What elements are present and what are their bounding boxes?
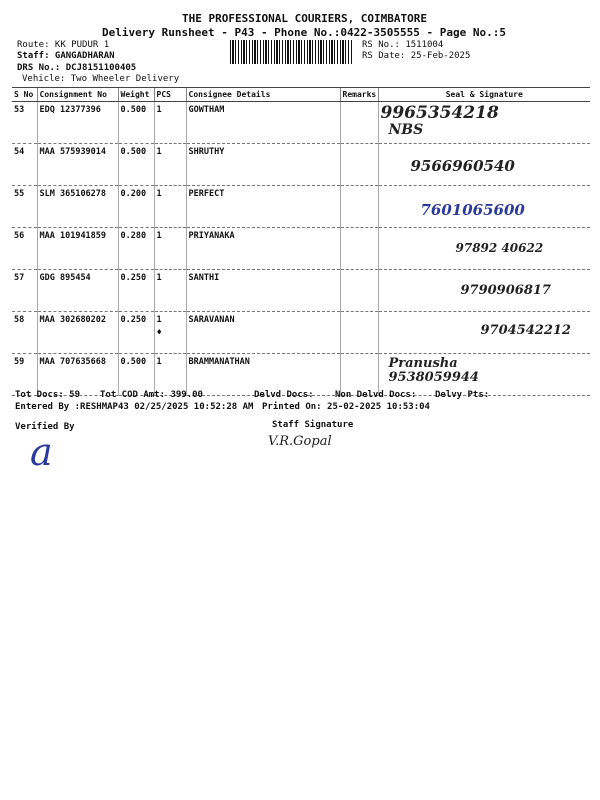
table-row xyxy=(12,270,590,312)
cell-sno: 54 xyxy=(12,144,37,186)
rs-number: RS No.: 1511004 xyxy=(362,40,444,50)
cell-pcs: 1 xyxy=(154,102,186,144)
cell-consignee: GOWTHAM xyxy=(186,102,340,144)
handwritten-phone: 9704542212 xyxy=(480,323,571,338)
col-signature: Seal & Signature xyxy=(378,88,590,102)
cell-pcs: 1 xyxy=(154,228,186,270)
handwritten-phone: 9538059944 xyxy=(388,370,479,385)
cell-consignment: SLM 365106278 xyxy=(37,186,118,228)
cell-weight: 0.280 xyxy=(118,228,154,270)
table-header-row xyxy=(12,88,590,102)
cell-consignee: PERFECT xyxy=(186,186,340,228)
cell-remarks xyxy=(340,312,378,354)
handwritten-signature: NBS xyxy=(388,122,424,138)
cell-consignment: MAA 101941859 xyxy=(37,228,118,270)
cell-signature xyxy=(378,144,590,186)
cell-consignment: MAA 575939014 xyxy=(37,144,118,186)
verified-by-label: Verified By xyxy=(15,422,75,432)
cell-remarks xyxy=(340,144,378,186)
cell-pcs: 1 xyxy=(154,144,186,186)
cell-pcs: 1 xyxy=(154,270,186,312)
handwritten-phone: 9790906817 xyxy=(460,283,551,298)
cell-consignee: SANTHI xyxy=(186,270,340,312)
printed-on: Printed On: 25-02-2025 10:53:04 xyxy=(262,402,430,412)
col-consignee: Consignee Details xyxy=(186,88,340,102)
handwritten-phone: 9965354218 xyxy=(380,103,499,123)
cell-remarks xyxy=(340,270,378,312)
runsheet-title: Delivery Runsheet - P43 - Phone No.:0422-3505555 - Page No.:5 xyxy=(102,26,506,39)
cell-remarks xyxy=(340,102,378,144)
cell-consignee: PRIYANAKA xyxy=(186,228,340,270)
handwritten-phone: 7601065600 xyxy=(420,201,525,219)
cell-weight: 0.500 xyxy=(118,102,154,144)
cell-signature xyxy=(378,102,590,144)
cell-sno: 57 xyxy=(12,270,37,312)
cell-sno: 56 xyxy=(12,228,37,270)
cell-remarks xyxy=(340,186,378,228)
company-title: THE PROFESSIONAL COURIERS, COIMBATORE xyxy=(182,12,428,25)
cell-consignment: MAA 707635668 xyxy=(37,354,118,396)
rs-date: RS Date: 25-Feb-2025 xyxy=(362,51,471,61)
cell-consignment: MAA 302680202 xyxy=(37,312,118,354)
pcs-value: 1 xyxy=(156,315,162,325)
cell-consignee: SHRUTHY xyxy=(186,144,340,186)
cell-pcs: 1 xyxy=(154,354,186,396)
cell-consignee: BRAMMANATHAN xyxy=(186,354,340,396)
route: Route: KK PUDUR 1 xyxy=(17,40,110,50)
barcode xyxy=(230,40,352,64)
total-docs: Tot Docs: 59 xyxy=(15,390,81,400)
table-row xyxy=(12,102,590,144)
cell-sno: 53 xyxy=(12,102,37,144)
cell-sno: 55 xyxy=(12,186,37,228)
staff-signature: V.R.Gopal xyxy=(268,434,332,449)
table-row xyxy=(12,144,590,186)
cell-signature xyxy=(378,270,590,312)
col-pcs: PCS xyxy=(154,88,186,102)
cell-signature xyxy=(378,228,590,270)
cell-weight: 0.500 xyxy=(118,144,154,186)
handwritten-name: Pranusha xyxy=(388,356,458,371)
staff: Staff: GANGADHARAN xyxy=(17,51,115,61)
cell-weight: 0.250 xyxy=(118,270,154,312)
staff-signature-label: Staff Signature xyxy=(272,420,354,430)
col-consignment: Consignment No xyxy=(37,88,118,102)
col-sno: S No xyxy=(12,88,37,102)
runsheet-table xyxy=(12,87,590,396)
handwritten-phone: 97892 40622 xyxy=(455,241,544,255)
cell-remarks xyxy=(340,228,378,270)
cell-signature xyxy=(378,186,590,228)
col-remarks: Remarks xyxy=(340,88,378,102)
verified-signature: a xyxy=(30,430,53,474)
table-row xyxy=(12,312,590,354)
drs-number: DRS No.: DCJ8151100405 xyxy=(17,63,137,73)
cell-sno: 59 xyxy=(12,354,37,396)
cell-weight: 0.250 xyxy=(118,312,154,354)
total-cod-amount: Tot COD Amt: 399.00 xyxy=(100,390,203,400)
cell-consignment: EDQ 12377396 xyxy=(37,102,118,144)
cell-consignee: SARAVANAN xyxy=(186,312,340,354)
cell-sno: 58 xyxy=(12,312,37,354)
table-row xyxy=(12,228,590,270)
entered-by: Entered By :RESHMAP43 02/25/2025 10:52:28 AM xyxy=(15,402,254,412)
cell-consignment: GDG 895454 xyxy=(37,270,118,312)
col-weight: Weight xyxy=(118,88,154,102)
cell-weight: 0.500 xyxy=(118,354,154,396)
handwritten-phone: 9566960540 xyxy=(410,157,515,175)
cell-weight: 0.200 xyxy=(118,186,154,228)
delivered-docs: Delvd Docs: xyxy=(254,390,314,400)
vehicle: Vehicle: Two Wheeler Delivery xyxy=(22,74,180,84)
cell-pcs: 1 xyxy=(154,186,186,228)
cell-signature xyxy=(378,312,590,354)
table-row xyxy=(12,186,590,228)
delivery-points: Delvy Pts: xyxy=(435,390,490,400)
cell-pcs xyxy=(154,312,186,354)
ink-mark: ♦ xyxy=(156,328,162,338)
non-delivered-docs: Non Delvd Docs: xyxy=(335,390,417,400)
